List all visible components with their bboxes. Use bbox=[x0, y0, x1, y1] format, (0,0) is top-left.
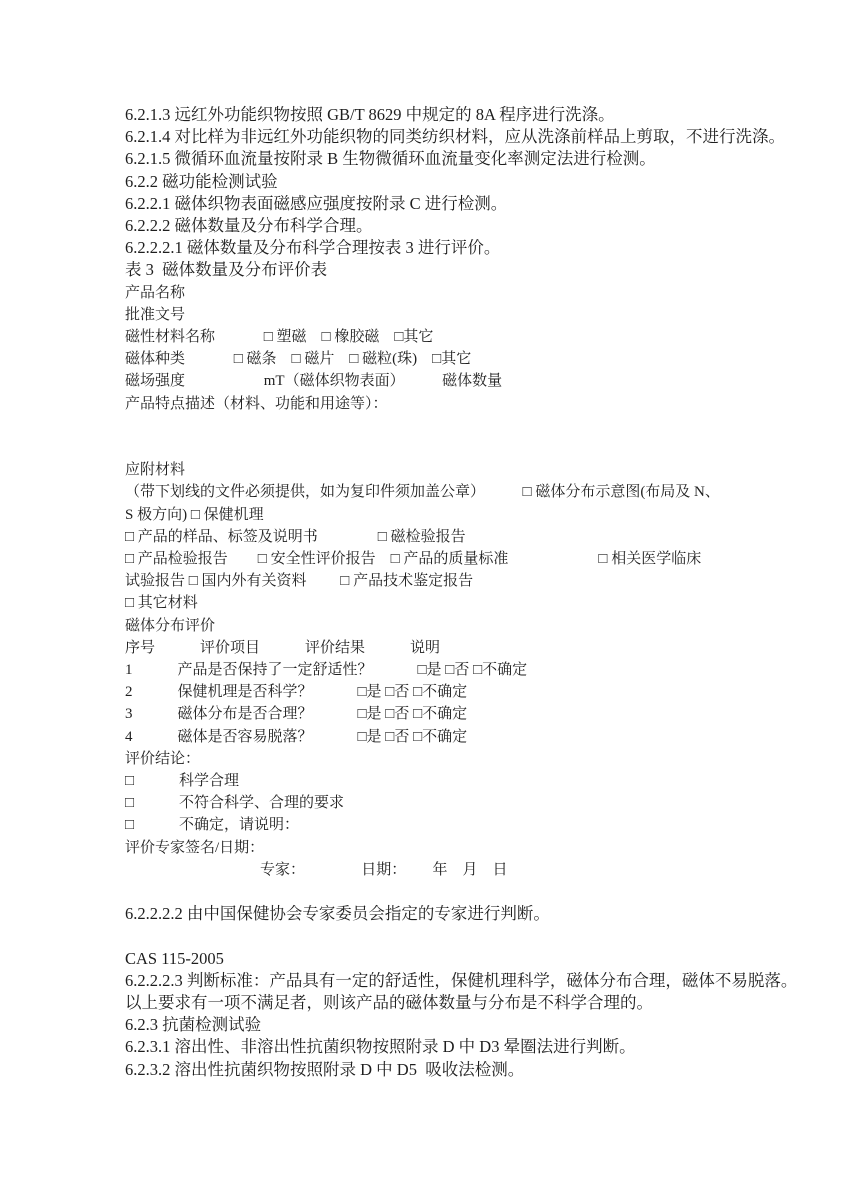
checkbox-line-samples-labels: □ 产品的样品、标签及说明书 □ 磁检验报告 bbox=[125, 528, 466, 545]
checkbox-line-inspection-reports: □ 产品检验报告 □ 安全性评价报告 □ 产品的质量标准 □ 相关医学临床 bbox=[125, 551, 702, 568]
evaluation-table-header: 序号 评价项目 评价结果 说明 bbox=[125, 639, 441, 656]
standard-code: CAS 115-2005 bbox=[125, 948, 224, 968]
clause-6.2.3.2: 6.2.3.2 溶出性抗菌织物按照附录 D 中 D5 吸收法检测。 bbox=[125, 1059, 525, 1079]
section-magnet-distribution-evaluation: 磁体分布评价 bbox=[125, 617, 216, 634]
section-attached-materials: 应附材料 bbox=[125, 462, 186, 479]
field-product-description: 产品特点描述（材料、功能和用途等）： bbox=[125, 395, 388, 412]
document-content bbox=[125, 104, 831, 1081]
blank-line bbox=[125, 925, 831, 947]
clause-6.2.2.2.2: 6.2.2.2.2 由中国保健协会专家委员会指定的专家进行判断。 bbox=[125, 904, 550, 924]
clause-6.2.3.1: 6.2.3.1 溶出性、非溶出性抗菌织物按照附录 D 中 D3 晕圈法进行判断。 bbox=[125, 1037, 636, 1057]
conclusion-option-scientific: □ 科学合理 bbox=[125, 773, 240, 790]
field-product-name: 产品名称 bbox=[125, 284, 186, 301]
field-magnet-type: 磁体种类 □ 磁条 □ 磁片 □ 磁粒(珠) □其它 bbox=[125, 351, 472, 368]
clause-6.2.3: 6.2.3 抗菌检测试验 bbox=[125, 1015, 262, 1035]
clause-6.2.2.2.3-continued: 以上要求有一项不满足者，则该产品的磁体数量与分布是不科学合理的。 bbox=[125, 993, 653, 1013]
checkbox-line-other-materials: □ 其它材料 bbox=[125, 595, 198, 612]
section-evaluation-conclusion: 评价结论： bbox=[125, 750, 201, 767]
blank-line bbox=[125, 881, 831, 903]
clause-6.2.2.2: 6.2.2.2 磁体数量及分布科学合理。 bbox=[125, 216, 373, 236]
table3-caption: 表 3 磁体数量及分布评价表 bbox=[125, 260, 328, 280]
clause-6.2.2: 6.2.2 磁功能检测试验 bbox=[125, 171, 278, 191]
evaluation-row-4: 4 磁体是否容易脱落？ □是 □否 □不确定 bbox=[125, 728, 468, 745]
field-magnetic-material: 磁性材料名称 □ 塑磁 □ 橡胶磁 □其它 bbox=[125, 329, 434, 346]
field-magnetic-field-strength: 磁场强度 mT（磁体织物表面） 磁体数量 bbox=[125, 373, 503, 390]
blank-line bbox=[125, 415, 831, 437]
conclusion-option-uncertain: □ 不确定，请说明： bbox=[125, 817, 300, 834]
checkbox-line-ns-direction: S 极方向) □ 保健机理 bbox=[125, 506, 264, 523]
note-underlined-documents: （带下划线的文件必须提供，如为复印件须加盖公章） □ 磁体分布示意图(布局及 N、 bbox=[125, 484, 720, 501]
checkbox-line-test-reports: 试验报告 □ 国内外有关资料 □ 产品技术鉴定报告 bbox=[125, 573, 474, 590]
clause-6.2.1.4: 6.2.1.4 对比样为非远红外功能织物的同类纺织材料，应从洗涤前样品上剪取，不进行洗涤。 bbox=[125, 127, 785, 147]
blank-line bbox=[125, 437, 831, 459]
clause-6.2.2.1: 6.2.2.1 磁体织物表面磁感应强度按附录 C 进行检测。 bbox=[125, 193, 508, 213]
expert-date-line: 专家： 日期： 年 月 日 bbox=[125, 861, 508, 878]
evaluation-row-1: 1 产品是否保持了一定舒适性？ □是 □否 □不确定 bbox=[125, 662, 528, 679]
conclusion-option-not-conforming: □ 不符合科学、合理的要求 bbox=[125, 795, 345, 812]
expert-signature-label: 评价专家签名/日期： bbox=[125, 839, 265, 856]
clause-6.2.1.3: 6.2.1.3 远红外功能织物按照 GB/T 8629 中规定的 8A 程序进行洗涤。 bbox=[125, 105, 615, 124]
clause-6.2.2.2.3: 6.2.2.2.3 判断标准：产品具有一定的舒适性，保健机理科学，磁体分布合理，磁体不易脱落。 bbox=[125, 970, 798, 990]
evaluation-row-3: 3 磁体分布是否合理？ □是 □否 □不确定 bbox=[125, 706, 468, 723]
clause-6.2.1.5: 6.2.1.5 微循环血流量按附录 B 生物微循环血流量变化率测定法进行检测。 bbox=[125, 149, 656, 169]
field-approval-number: 批准文号 bbox=[125, 306, 186, 323]
evaluation-row-2: 2 保健机理是否科学？ □是 □否 □不确定 bbox=[125, 684, 468, 701]
clause-6.2.2.2.1: 6.2.2.2.1 磁体数量及分布科学合理按表 3 进行评价。 bbox=[125, 238, 501, 258]
